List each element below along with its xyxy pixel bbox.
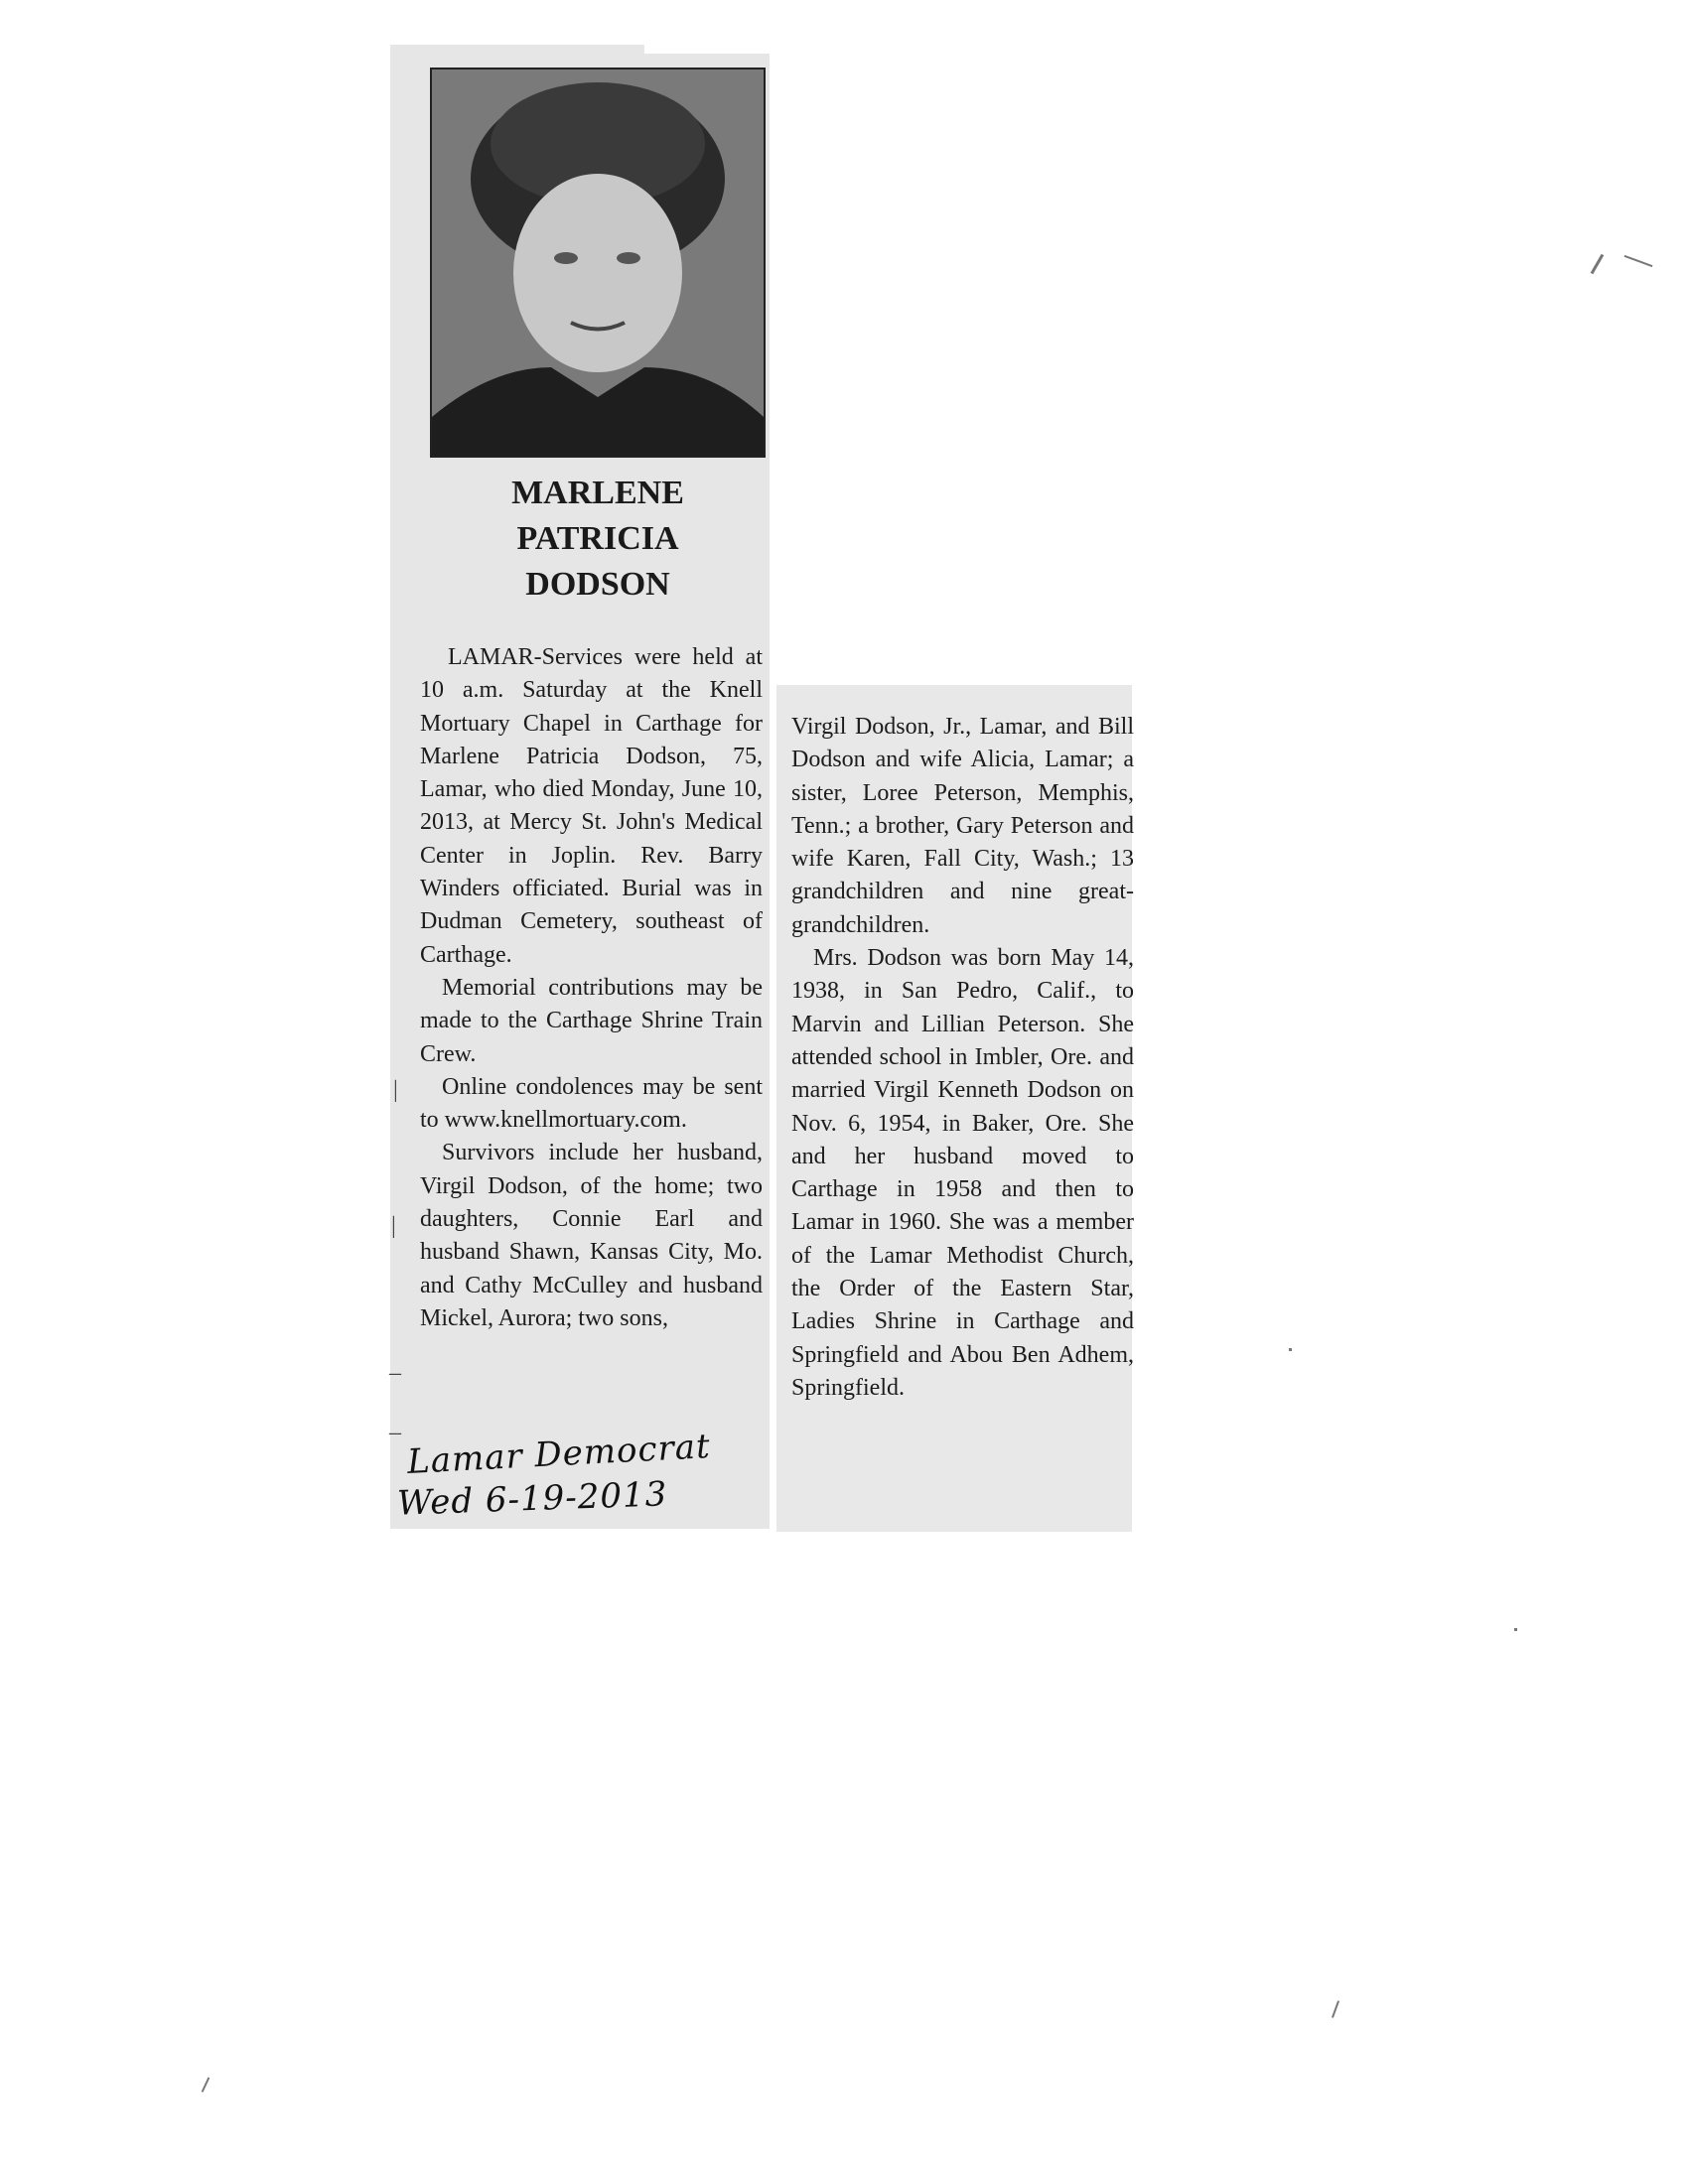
paragraph-survivors: Survivors include her husband, Virgil Dodson, of the home; two daughters, Connie Earl and husband Shawn, Kansas City, Mo. and Cathy McCulley and husband Mickel, Aurora; two sons,: [420, 1140, 763, 1331]
scan-speck: [202, 2077, 211, 2092]
scan-speck: [1514, 1628, 1517, 1631]
margin-fragment: |: [391, 1213, 396, 1239]
left-text-column: [420, 641, 763, 1335]
margin-fragment: _: [389, 1352, 401, 1378]
headline-line-1: MARLENE: [511, 475, 684, 511]
scan-speck: [1624, 255, 1653, 267]
paragraph-condolences: Online condolences may be sent to www.knellmortuary.com.: [420, 1073, 763, 1134]
scan-speck: [1332, 2000, 1339, 2018]
headline-line-2: PATRICIA: [516, 520, 679, 557]
scan-speck: [1591, 254, 1605, 275]
paragraph-services: LAMAR-Services were held at 10 a.m. Saturday at the Knell Mortuary Chapel in Carthage for Marlene Patricia Dodson, 75, Lamar, who died Monday, June 10, 2013, at Mercy St. John's Medical Center in Joplin. Rev. Barry Winders officiated. Burial was in Dudman Cemetery, southeast of Carthage.: [420, 644, 763, 968]
paragraph-survivors-continued: Virgil Dodson, Jr., Lamar, and Bill Dodson and wife Alicia, Lamar; a sister, Loree Peterson, Memphis, Tenn.; a brother, Gary Peterson and wife Karen, Fall City, Wash.; 13 grandchildren and nine great-grandchildren.: [791, 714, 1134, 938]
obituary-name-headline: [430, 471, 766, 608]
margin-fragment: |: [393, 1077, 398, 1103]
right-text-column: [791, 711, 1134, 1405]
handwritten-date: Wed 6-19-2013: [396, 1474, 668, 1524]
portrait-figure: [432, 69, 764, 456]
paragraph-biography: Mrs. Dodson was born May 14, 1938, in San Pedro, Calif., to Marvin and Lillian Peterson. She attended school in Imbler, Ore. and married Virgil Kenneth Dodson on Nov. 6, 1954, in Baker, Ore. She and her husband moved to Carthage in 1958 and then to Lamar in 1960. She was a member of the Lamar Methodist Church, the Order of the Eastern Star, Ladies Shrine in Carthage and Springfield and Abou Ben Adhem, Springfield.: [791, 945, 1134, 1401]
scan-speck: [1289, 1348, 1292, 1351]
margin-fragment: _: [389, 1412, 401, 1437]
portrait-photo: [430, 68, 766, 458]
handwritten-newspaper-name: Lamar Democrat: [406, 1427, 712, 1482]
headline-line-3: DODSON: [525, 566, 670, 603]
paragraph-memorial: Memorial contributions may be made to the Carthage Shrine Train Crew.: [420, 974, 763, 1067]
